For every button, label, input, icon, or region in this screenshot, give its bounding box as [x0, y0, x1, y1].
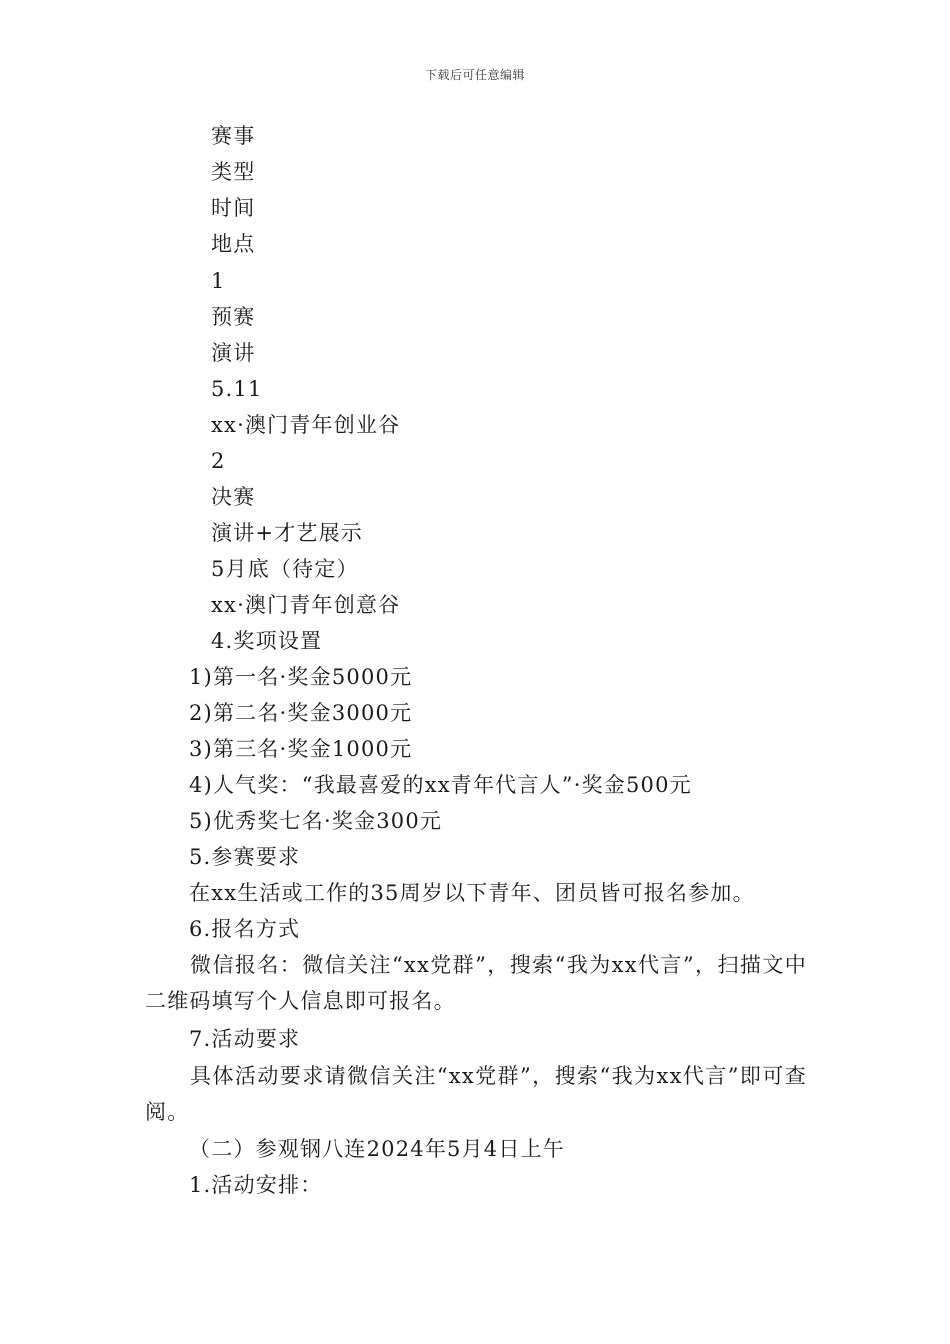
section-heading: 4.奖项设置 [211, 629, 323, 653]
list-item: 1)第一名·奖金5000元 [189, 665, 413, 689]
table-cell: xx·澳门青年创意谷 [211, 593, 401, 617]
page-header: 下载后可任意编辑 [424, 68, 525, 82]
table-cell: 1 [211, 269, 226, 293]
table-cell: 时间 [211, 196, 256, 220]
list-item: 5)优秀奖七名·奖金300元 [189, 809, 443, 833]
table-cell: xx·澳门青年创业谷 [211, 413, 401, 437]
section-heading: （二）参观钢八连2024年5月4日上午 [189, 1137, 565, 1161]
table-cell: 类型 [211, 160, 256, 184]
section-heading: 5.参赛要求 [189, 845, 301, 869]
paragraph: 在xx生活或工作的35周岁以下青年、团员皆可报名参加。 [189, 881, 755, 905]
table-cell: 地点 [211, 232, 256, 256]
section-heading: 7.活动要求 [189, 1027, 301, 1051]
paragraph: 具体活动要求请微信关注“xx党群”，搜索“我为xx代言”即可查阅。 [145, 1064, 807, 1124]
table-cell: 5.11 [211, 377, 263, 401]
paragraph: 微信报名：微信关注“xx党群”，搜索“我为xx代言”，扫描文中二维码填写个人信息即可报名。 [145, 953, 807, 1013]
table-cell: 演讲 [211, 341, 256, 365]
table-cell: 决赛 [211, 485, 256, 509]
list-item: 3)第三名·奖金1000元 [189, 737, 413, 761]
table-cell: 2 [211, 449, 226, 473]
table-cell: 5月底（待定） [211, 557, 359, 581]
section-heading: 6.报名方式 [189, 917, 301, 941]
table-cell: 预赛 [211, 305, 256, 329]
list-item: 4)人气奖：“我最喜爱的xx青年代言人”·奖金500元 [189, 773, 692, 797]
list-item: 2)第二名·奖金3000元 [189, 701, 413, 725]
table-cell: 赛事 [211, 124, 256, 148]
table-cell: 演讲+才艺展示 [211, 521, 363, 545]
sub-heading: 1.活动安排： [189, 1173, 323, 1197]
